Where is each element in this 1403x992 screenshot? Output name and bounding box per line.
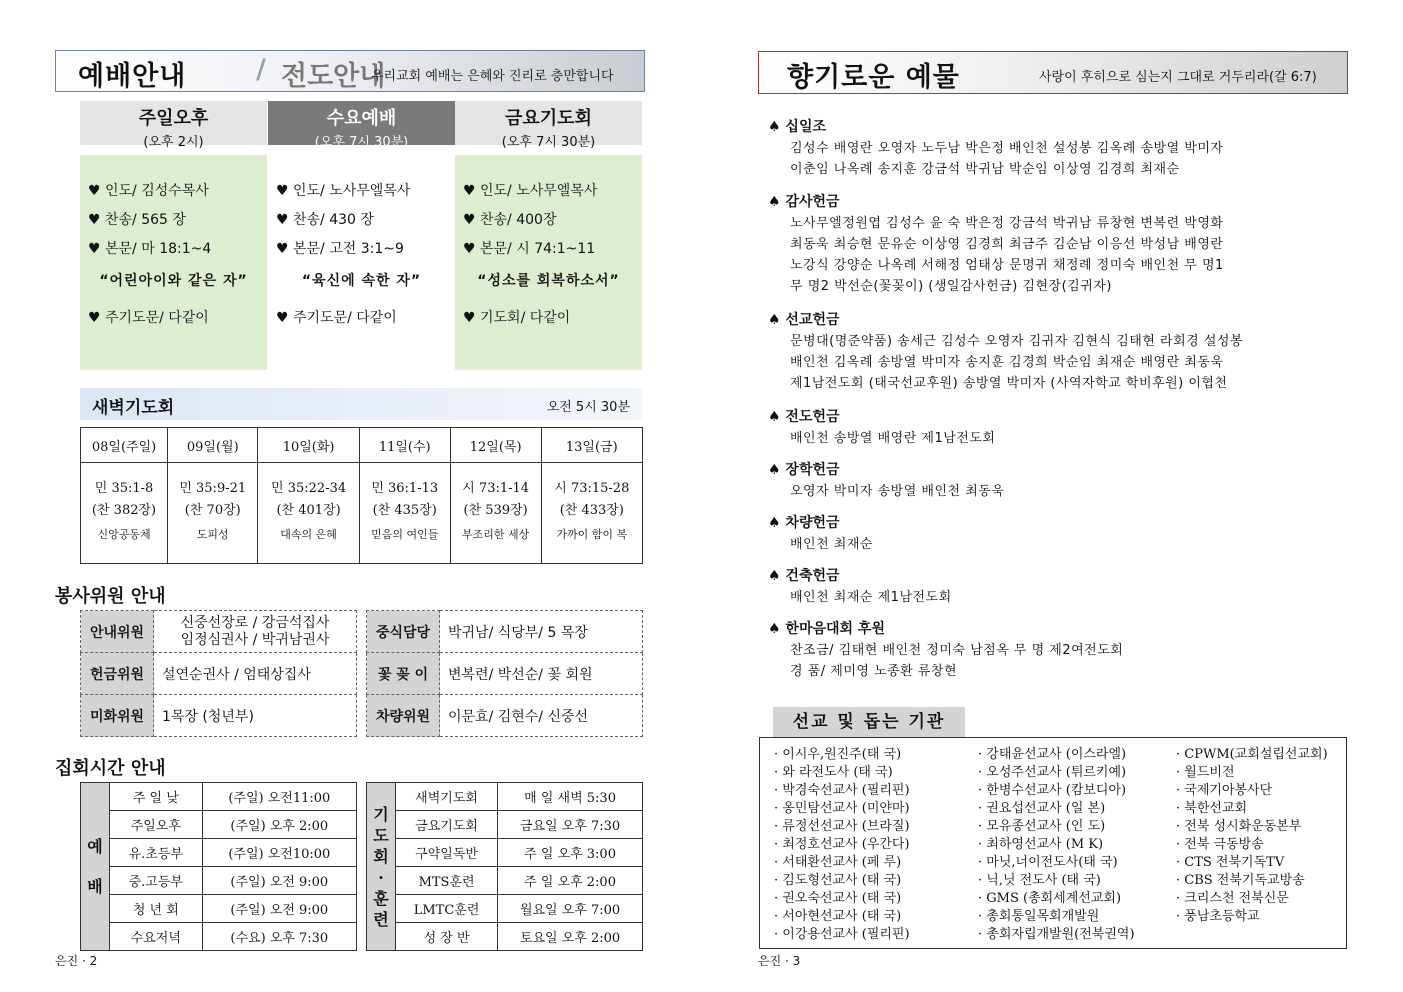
- volunteer-names: 이문효/ 김현수/ 신중선: [440, 695, 643, 737]
- mission-item: · 와 라전도사 (태 국): [774, 765, 893, 780]
- dawn-hymn: (찬 539장): [463, 503, 528, 518]
- meetings-table-prayer: [366, 782, 643, 951]
- dawn-hymn: (찬 435장): [372, 503, 437, 518]
- offering-names: 문병대(명준약품) 송세근 김성수 오영자 김귀자 김현식 김태현 라회경 설성봉: [790, 334, 1244, 349]
- missions-box: [759, 737, 1347, 949]
- meeting-time: (수요) 오후 7:30: [202, 923, 356, 951]
- dawn-day: 09일(월): [168, 428, 258, 463]
- offering-mission: [768, 309, 1348, 394]
- mission-item: · 북한선교회: [1176, 801, 1248, 816]
- offering-names: 무 명2 박선순(꽃꽂이) (생일감사헌금) 김현장(김귀자): [790, 279, 1112, 294]
- service-closing: ♥ 주기도문/ 다같이: [88, 310, 209, 326]
- mission-item: · 총회자립개발원(전북권역): [978, 927, 1135, 942]
- meeting-time: 매 일 새벽 5:30: [498, 783, 643, 811]
- meetings-title: 집회시간 안내: [55, 758, 166, 779]
- mission-item: · CTS 전북기독TV: [1176, 855, 1285, 870]
- service-hymn: ♥ 찬송/ 430 장: [276, 212, 374, 228]
- volunteer-names: 설연순권사 / 엄태상집사: [154, 653, 357, 695]
- service-time: (오후 7시 30분): [501, 135, 596, 150]
- dawn-theme: 가까이 함이 복: [556, 528, 628, 541]
- missions-col-2: [978, 746, 1135, 944]
- meeting-time: 주 일 오후 2:00: [498, 867, 643, 895]
- volunteer-names: 변복련/ 박선순/ 꽃 회원: [440, 653, 643, 695]
- volunteers-table-right: [366, 610, 643, 737]
- offering-names: 최동욱 최승현 문유순 이상영 김경희 최금주 김순남 이응선 박성남 배영란: [790, 237, 1224, 252]
- meeting-name: MTS훈련: [396, 867, 498, 895]
- dawn-hymn: (찬 433장): [559, 503, 624, 518]
- volunteer-role: 차량위원: [367, 695, 440, 737]
- service-text: ♥ 본문/ 마 18:1~4: [88, 241, 212, 257]
- mission-item: · 이강용선교사 (필리핀): [774, 927, 910, 942]
- right-page-header: [758, 51, 1348, 94]
- left-title-slash: /: [256, 54, 266, 85]
- dawn-theme: 도피성: [196, 528, 229, 541]
- left-header-subtitle: 우리교회 예배는 은혜와 진리로 충만합니다: [371, 69, 614, 84]
- dawn-day: 13일(금): [541, 428, 642, 463]
- dawn-hymn: (찬 401장): [276, 503, 341, 518]
- mission-item: · 옹민탐선교사 (미얀마): [774, 801, 910, 816]
- dawn-passage: 민 36:1-13: [371, 481, 439, 496]
- mission-item: · 닉,닛 전도사 (태 국): [978, 873, 1101, 888]
- volunteer-role: 안내위원: [81, 611, 154, 653]
- mission-item: · 최정호선교사 (우간다): [774, 837, 910, 852]
- offering-title: ♠ 건축헌금: [768, 568, 840, 584]
- meeting-time: (주일) 오전11:00: [202, 783, 356, 811]
- dawn-passage: 민 35:1-8: [94, 481, 154, 496]
- mission-item: · 최하영선교사 (M K): [978, 837, 1104, 852]
- missions-col-3: [1176, 746, 1328, 926]
- service-time: (오후 7시 30분): [314, 135, 409, 150]
- dawn-prayer-time: 오전 5시 30분: [546, 400, 630, 415]
- dawn-hymn: (찬 382장): [91, 503, 157, 518]
- service-closing: ♥ 주기도문/ 다같이: [276, 310, 397, 326]
- dawn-passage: 시 73:1-14: [462, 481, 530, 496]
- offering-names: 김성수 배영란 오영자 노두남 박은정 배인천 설성봉 김옥례 송방열 박미자: [790, 141, 1224, 156]
- right-page-number: 은진 · 3: [758, 954, 801, 968]
- service-name: 수요예배: [326, 108, 397, 129]
- service-hymn: ♥ 찬송/ 400장: [463, 212, 557, 228]
- volunteer-names: [154, 611, 357, 653]
- meeting-name: 새벽기도회: [396, 783, 498, 811]
- offering-names: 경 품/ 제미영 노종환 류창현: [790, 664, 958, 679]
- missions-title: 선교 및 돕는 기관: [773, 707, 965, 737]
- offering-names: 배인천 최재순 제1남전도회: [790, 590, 952, 605]
- mission-item: · 한병수선교사 (캄보디아): [978, 783, 1127, 798]
- offering-scholarship: [768, 459, 1348, 502]
- volunteer-names-line: 신중선장로 / 강금석집사: [180, 614, 330, 631]
- meeting-name: 청 년 회: [110, 895, 203, 923]
- offering-names: 노사무엘정원엽 김성수 윤 숙 박은정 강금석 박귀남 류창현 변복련 박영화: [790, 216, 1224, 231]
- mission-item: · 강태윤선교사 (이스라엘): [978, 747, 1127, 762]
- offering-names: 찬조금/ 김태현 배인천 정미숙 남점옥 무 명 제2여전도회: [790, 643, 1124, 658]
- dawn-prayer-table: [80, 427, 643, 564]
- service-col-sunday: [80, 155, 267, 370]
- mission-item: · 총회통일목회개발원: [978, 909, 1100, 924]
- mission-item: · 국제기아봉사단: [1176, 783, 1273, 798]
- worship-side-label: 예 배: [81, 783, 110, 951]
- meeting-time: (주일) 오전10:00: [202, 839, 356, 867]
- meeting-name: 수요저녁: [110, 923, 203, 951]
- service-col-friday: [455, 155, 642, 370]
- service-text: ♥ 본문/ 시 74:1~11: [463, 241, 596, 257]
- meetings-table-worship: [80, 782, 357, 951]
- mission-item: · 모유종선교사 (인 도): [978, 819, 1106, 834]
- volunteer-names: 박귀남/ 식당부/ 5 목장: [440, 611, 643, 653]
- mission-item: · 크리스천 전북신문: [1176, 891, 1289, 906]
- dawn-passage: 민 35:9-21: [179, 481, 247, 496]
- dawn-hymn: (찬 70장): [184, 503, 241, 518]
- mission-item: · 권오숙선교사 (태 국): [774, 891, 902, 906]
- volunteer-role: 꽃 꽂 이: [367, 653, 440, 695]
- mission-item: · 류정선선교사 (브라질): [774, 819, 910, 834]
- missions-col-1: [774, 746, 910, 944]
- meeting-name: 주일오후: [110, 811, 203, 839]
- offering-title: ♠ 차량헌금: [768, 515, 840, 531]
- dawn-theme: 부조리한 세상: [462, 528, 530, 541]
- offering-title: ♠ 선교헌금: [768, 312, 840, 328]
- meeting-time: (주일) 오후 2:00: [202, 811, 356, 839]
- service-head-sunday: [80, 101, 267, 150]
- mission-item: · 전북 극동방송: [1176, 837, 1264, 852]
- meeting-name: LMTC훈련: [396, 895, 498, 923]
- offering-evangelism: [768, 406, 1348, 449]
- service-closing: ♥ 기도회/ 다같이: [463, 310, 571, 326]
- offering-names: 제1남전도회 (태국선교후원) 송방열 박미자 (사역자학교 학비후원) 이협천: [790, 376, 1228, 391]
- volunteer-role: 중식담당: [367, 611, 440, 653]
- service-name: 주일오후: [138, 108, 209, 129]
- left-title-worship: 예배안내: [78, 61, 187, 92]
- offering-names: 배인천 송방열 배영란 제1남전도회: [790, 431, 996, 446]
- left-title-evangelism: 전도안내: [281, 61, 386, 92]
- prayer-side-label: 기 도 회 · 훈 련: [367, 783, 396, 951]
- offering-title: ♠ 한마음대회 후원: [768, 621, 885, 637]
- dawn-prayer-bar: [80, 388, 642, 420]
- offering-thanks: [768, 191, 1348, 297]
- offering-names: 배인천 최재순: [790, 537, 873, 552]
- offering-title: ♠ 감사헌금: [768, 194, 840, 210]
- service-name: 금요기도회: [505, 108, 592, 129]
- mission-item: · 서태환선교사 (페 루): [774, 855, 902, 870]
- volunteer-names: 1목장 (청년부): [154, 695, 357, 737]
- offering-names: 배인천 김옥례 송방열 박미자 송지훈 김경희 박순임 최재순 배영란 최동욱: [790, 355, 1224, 370]
- offering-event-support: [768, 618, 1348, 682]
- meeting-time: 주 일 오후 3:00: [498, 839, 643, 867]
- offering-names: 오영자 박미자 송방열 배인천 최동욱: [790, 484, 1005, 499]
- dawn-theme: 믿음의 여인들: [371, 528, 439, 541]
- sermon-title: “육신에 속한 자”: [301, 273, 422, 289]
- meeting-time: (주일) 오전 9:00: [202, 867, 356, 895]
- mission-item: · 오성주선교사 (튀르키예): [978, 765, 1127, 780]
- left-page-number: 은진 · 2: [55, 954, 98, 968]
- service-leader: ♥ 인도/ 김성수목사: [88, 183, 209, 199]
- meeting-time: 월요일 오후 7:00: [498, 895, 643, 923]
- offering-title: ♠ 전도헌금: [768, 409, 840, 425]
- dawn-passage: 시 73:15-28: [554, 481, 630, 496]
- meeting-time: 토요일 오후 2:00: [498, 923, 643, 951]
- meeting-name: 주 일 낮: [110, 783, 203, 811]
- dawn-day: 08일(주일): [81, 428, 168, 463]
- mission-item: · CPWM(교회설립선교회): [1176, 747, 1328, 762]
- offering-tithe: [768, 116, 1348, 180]
- dawn-cell: [258, 463, 359, 564]
- offering-title: ♠ 장학헌금: [768, 462, 840, 478]
- right-header-subtitle: 사랑이 후히으로 심는지 그대로 거두리라(갈 6:7): [1039, 70, 1317, 85]
- mission-item: · 풍남초등학교: [1176, 909, 1260, 924]
- volunteer-role: 미화위원: [81, 695, 154, 737]
- mission-item: · 김도형선교사 (태 국): [774, 873, 902, 888]
- dawn-cell: [81, 463, 168, 564]
- dawn-cell: [168, 463, 258, 564]
- right-title: 향기로운 예물: [787, 62, 960, 93]
- dawn-passage: 민 35:22-34: [271, 481, 347, 496]
- service-head-wednesday: [268, 101, 455, 150]
- dawn-theme: 대속의 은혜: [280, 528, 337, 541]
- left-page-header: [55, 50, 645, 92]
- mission-item: · CBS 전북기독교방송: [1176, 873, 1305, 888]
- dawn-day: 12일(목): [450, 428, 541, 463]
- service-time: (오후 2시): [143, 135, 204, 150]
- offering-vehicle: [768, 512, 1348, 555]
- sermon-title: “성소를 회복하소서”: [477, 273, 620, 289]
- offering-title: ♠ 십일조: [768, 119, 826, 135]
- mission-item: · 서아현선교사 (태 국): [774, 909, 902, 924]
- dawn-day: 11일(수): [359, 428, 450, 463]
- meeting-time: 금요일 오후 7:30: [498, 811, 643, 839]
- dawn-cell: [359, 463, 450, 564]
- mission-item: · 월드비전: [1176, 765, 1235, 780]
- mission-item: · 전북 성시화운동본부: [1176, 819, 1302, 834]
- mission-item: · GMS (총회세계선교회): [978, 891, 1122, 906]
- meeting-name: 성 장 반: [396, 923, 498, 951]
- meeting-name: 금요기도회: [396, 811, 498, 839]
- service-hymn: ♥ 찬송/ 565 장: [88, 212, 186, 228]
- volunteer-names-line: 임정심권사 / 박귀남권사: [180, 631, 330, 648]
- mission-item: · 권요섭선교사 (일 본): [978, 801, 1106, 816]
- service-leader: ♥ 인도/ 노사무엘목사: [463, 183, 598, 199]
- service-text: ♥ 본문/ 고전 3:1~9: [276, 241, 404, 257]
- dawn-cell: [541, 463, 642, 564]
- service-head-friday: [455, 101, 642, 150]
- mission-item: · 이시우,원진주(태 국): [774, 747, 902, 762]
- service-leader: ♥ 인도/ 노사무엘목사: [276, 183, 411, 199]
- meeting-name: 중.고등부: [110, 867, 203, 895]
- volunteers-table-left: [80, 610, 357, 737]
- mission-item: · 마닛,너이전도사(태 국): [978, 855, 1118, 870]
- dawn-prayer-title: 새벽기도회: [92, 398, 175, 418]
- offering-names: 이춘임 나옥례 송지훈 강금석 박귀남 박순임 이상영 김경희 최재순: [790, 162, 1180, 177]
- sermon-title: “어린아이와 같은 자”: [99, 273, 248, 289]
- volunteer-role: 헌금위원: [81, 653, 154, 695]
- offering-building: [768, 565, 1348, 608]
- meeting-name: 구약일독반: [396, 839, 498, 867]
- mission-item: · 박경숙선교사 (필리핀): [774, 783, 910, 798]
- meeting-time: (주일) 오전 9:00: [202, 895, 356, 923]
- dawn-cell: [450, 463, 541, 564]
- meeting-name: 유.초등부: [110, 839, 203, 867]
- dawn-theme: 신앙공동체: [97, 528, 151, 541]
- dawn-day: 10일(화): [258, 428, 359, 463]
- service-col-wednesday: [268, 155, 455, 370]
- volunteers-title: 봉사위원 안내: [55, 586, 166, 607]
- offering-names: 노강식 강양순 나옥례 서해정 엄태상 문명귀 채정례 정미숙 배인천 무 명1: [790, 258, 1224, 273]
